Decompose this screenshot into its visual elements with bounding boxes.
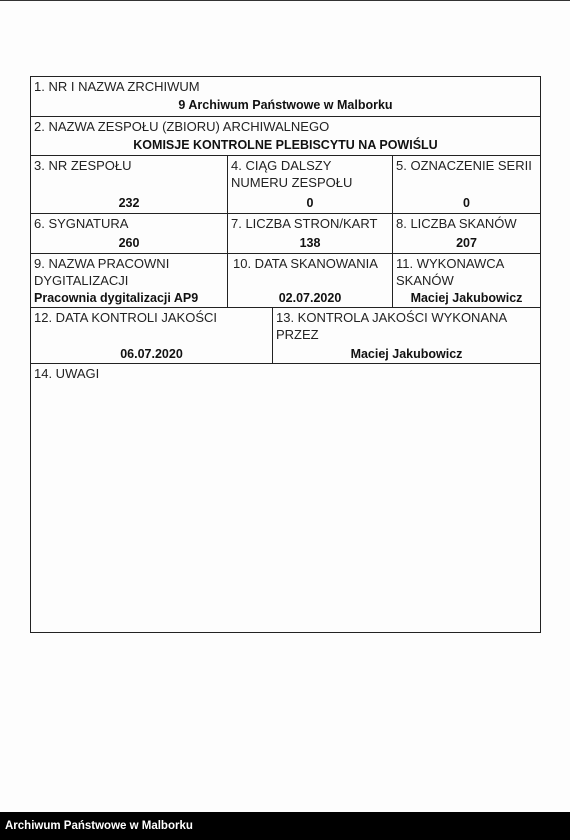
field-page-count xyxy=(228,214,393,254)
field-archive-value: 9 Archiwum Państwowe w Malborku xyxy=(178,98,393,112)
field-qc-by-value: Maciej Jakubowicz xyxy=(350,347,463,361)
field-fond-name-label: 2. NAZWA ZESPOŁU (ZBIORU) ARCHIWALNEGO xyxy=(34,119,330,134)
field-qc-by-label: 13. KONTROLA JAKOŚCI WYKONANA PRZEZ xyxy=(276,310,508,342)
field-scanner-value: Maciej Jakubowicz xyxy=(410,291,523,305)
field-archive-label: 1. NR I NAZWA ZRCHIWUM xyxy=(34,79,200,94)
field-series-label: 5. OZNACZENIE SERII xyxy=(396,158,532,173)
field-scanner-label: 11. WYKONAWCA SKANÓW xyxy=(396,256,505,288)
field-qc-date-label: 12. DATA KONTROLI JAKOŚCI xyxy=(34,310,218,325)
field-scan-count-value: 207 xyxy=(456,236,477,250)
field-fond-name xyxy=(31,117,540,156)
field-page-count-label: 7. LICZBA STRON/KART xyxy=(231,216,378,231)
field-workshop-label: 9. NAZWA PRACOWNI DYGITALIZACJI xyxy=(34,256,170,288)
field-fond-continuation-value: 0 xyxy=(306,196,314,210)
field-fond-number-value: 232 xyxy=(118,196,140,210)
field-scan-date xyxy=(228,254,393,308)
metadata-form xyxy=(30,76,541,633)
field-archive xyxy=(31,77,540,117)
field-qc-by xyxy=(273,308,540,364)
field-fond-continuation xyxy=(228,156,393,214)
field-qc-date-value: 06.07.2020 xyxy=(120,347,183,361)
field-fond-number-label: 3. NR ZESPOŁU xyxy=(34,158,132,173)
field-workshop-value: Pracownia dygitalizacji AP9 xyxy=(34,291,199,305)
field-series-value: 0 xyxy=(463,196,470,210)
field-scan-date-value: 02.07.2020 xyxy=(278,291,342,305)
field-series xyxy=(393,156,540,214)
top-rule xyxy=(0,0,570,1)
field-notes-label: 14. UWAGI xyxy=(34,366,100,381)
field-notes xyxy=(31,364,540,632)
field-scanner xyxy=(393,254,540,308)
field-signature xyxy=(31,214,228,254)
footer-caption: Archiwum Państwowe w Malborku xyxy=(5,820,193,832)
field-signature-value: 260 xyxy=(118,236,140,250)
field-workshop xyxy=(31,254,228,308)
field-scan-count-label: 8. LICZBA SKANÓW xyxy=(396,216,517,231)
field-fond-name-value: KOMISJE KONTROLNE PLEBISCYTU NA POWIŚLU xyxy=(133,138,438,152)
field-page-count-value: 138 xyxy=(299,236,321,250)
field-qc-date xyxy=(31,308,273,364)
field-signature-label: 6. SYGNATURA xyxy=(34,216,129,231)
field-scan-date-label: 10. DATA SKANOWANIA xyxy=(233,256,378,271)
field-scan-count xyxy=(393,214,540,254)
field-fond-continuation-label: 4. CIĄG DALSZY NUMERU ZESPOŁU xyxy=(231,158,353,190)
field-fond-number xyxy=(31,156,228,214)
